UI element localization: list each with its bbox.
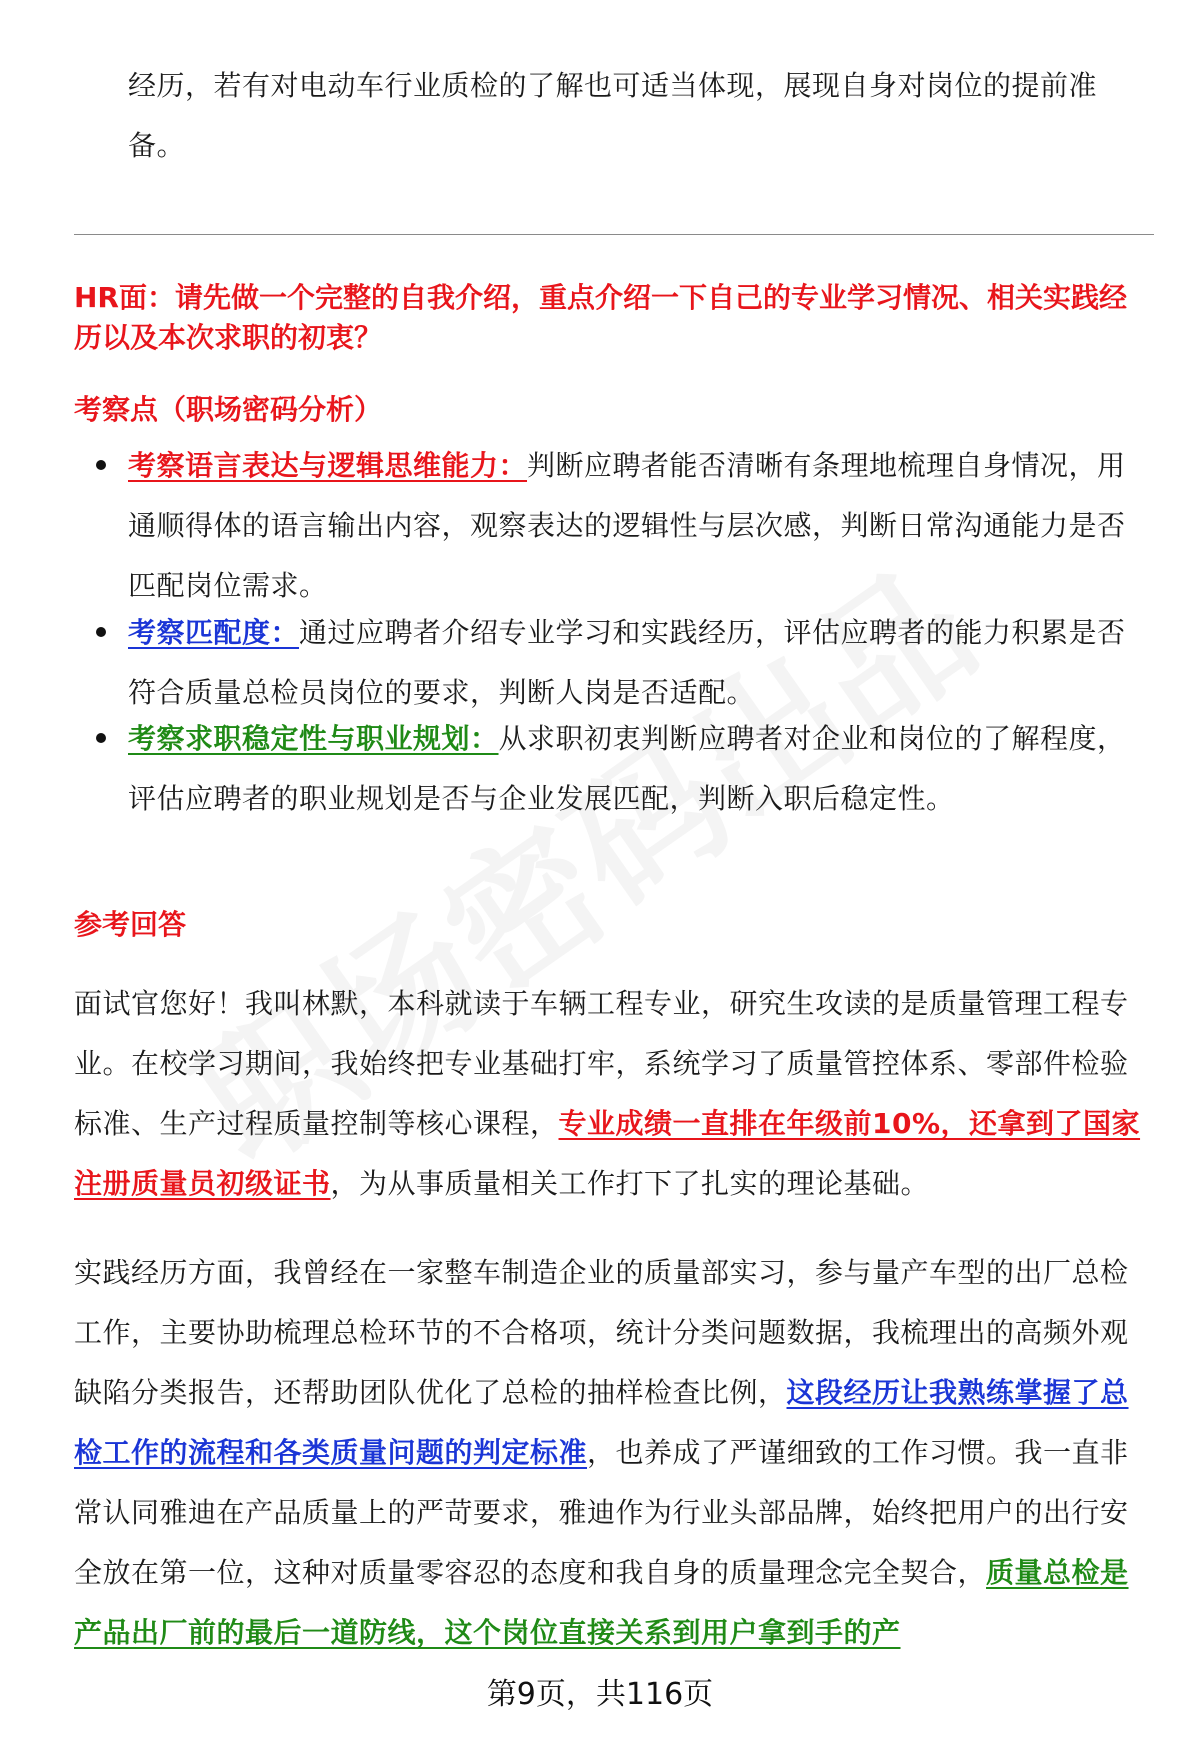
bullet-dot: [96, 733, 106, 743]
answer-text: 实践经历方面，我曾经在一家整车制造企业的质量部实习，参与量产车型的出厂总检工作，主要协助梳理总检环节的不合格项，统计分类问题数据，我梳理出的高频外观缺陷分类报告，还帮助团队优化了总检的抽样检查比例，: [74, 1256, 1129, 1409]
point-item-match: [128, 603, 1148, 723]
point-text: 判断应聘者能否清晰有条理地梳理自身情况，用通顺得体的语言输出内容，观察表达的逻辑性与层次感，判断日常沟通能力是否匹配岗位需求。: [128, 449, 1126, 602]
answer-text: 面试官您好！我叫林默，本科就读于车辆工程专业，研究生攻读的是质量管理工程专业。在校学习期间，我始终把专业基础打牢，系统学习了质量管控体系、零部件检验标准、生产过程质量控制等核心课程，: [74, 987, 1129, 1140]
answer-paragraph-1: [74, 974, 1149, 1214]
point-label: 考察匹配度：: [128, 616, 300, 649]
interview-question: HR面：请先做一个完整的自我介绍，重点介绍一下自己的专业学习情况、相关实践经历以及本次求职的初衷？: [74, 281, 1127, 354]
answer-heading: 参考回答: [74, 908, 187, 941]
bullet-dot: [96, 460, 106, 470]
points-heading: 考察点（职场密码分析）: [74, 393, 383, 426]
intro-tail-paragraph: 经历，若有对电动车行业质检的了解也可适当体现，展现自身对岗位的提前准备。: [128, 69, 1098, 162]
answer-highlight: 专业成绩一直排在年级前10%，还拿到了国家注册质量员初级证书: [74, 1107, 1141, 1200]
page-number: 第9页，共116页: [486, 1677, 714, 1712]
point-text: 通过应聘者介绍专业学习和实践经历，评估应聘者的能力积累是否符合质量总检员岗位的要求，判断人岗是否适配。: [128, 616, 1126, 709]
answer-paragraph-2: [74, 1243, 1149, 1663]
point-item-stability: [128, 709, 1148, 829]
point-item-language: [128, 436, 1148, 616]
answer-text: ，也养成了严谨细致的工作习惯。我一直非常认同雅迪在产品质量上的严苛要求，雅迪作为行业头部品牌，始终把用户的出行安全放在第一位，这种对质量零容忍的态度和我自身的质量理念完全契合，: [74, 1436, 1129, 1589]
answer-highlight: 质量总检是产品出厂前的最后一道防线，这个岗位直接关系到用户拿到手的产: [74, 1556, 1129, 1649]
answer-text: ，为从事质量相关工作打下了扎实的理论基础。: [330, 1167, 930, 1200]
point-label: 考察求职稳定性与职业规划：: [128, 722, 499, 755]
section-divider: [74, 234, 1154, 235]
point-label: 考察语言表达与逻辑思维能力：: [128, 449, 528, 482]
answer-highlight: 这段经历让我熟练掌握了总检工作的流程和各类质量问题的判定标准: [74, 1376, 1129, 1469]
bullet-dot: [96, 627, 106, 637]
point-text: 从求职初衷判断应聘者对企业和岗位的了解程度，评估应聘者的职业规划是否与企业发展匹配，判断入职后稳定性。: [128, 722, 1126, 815]
